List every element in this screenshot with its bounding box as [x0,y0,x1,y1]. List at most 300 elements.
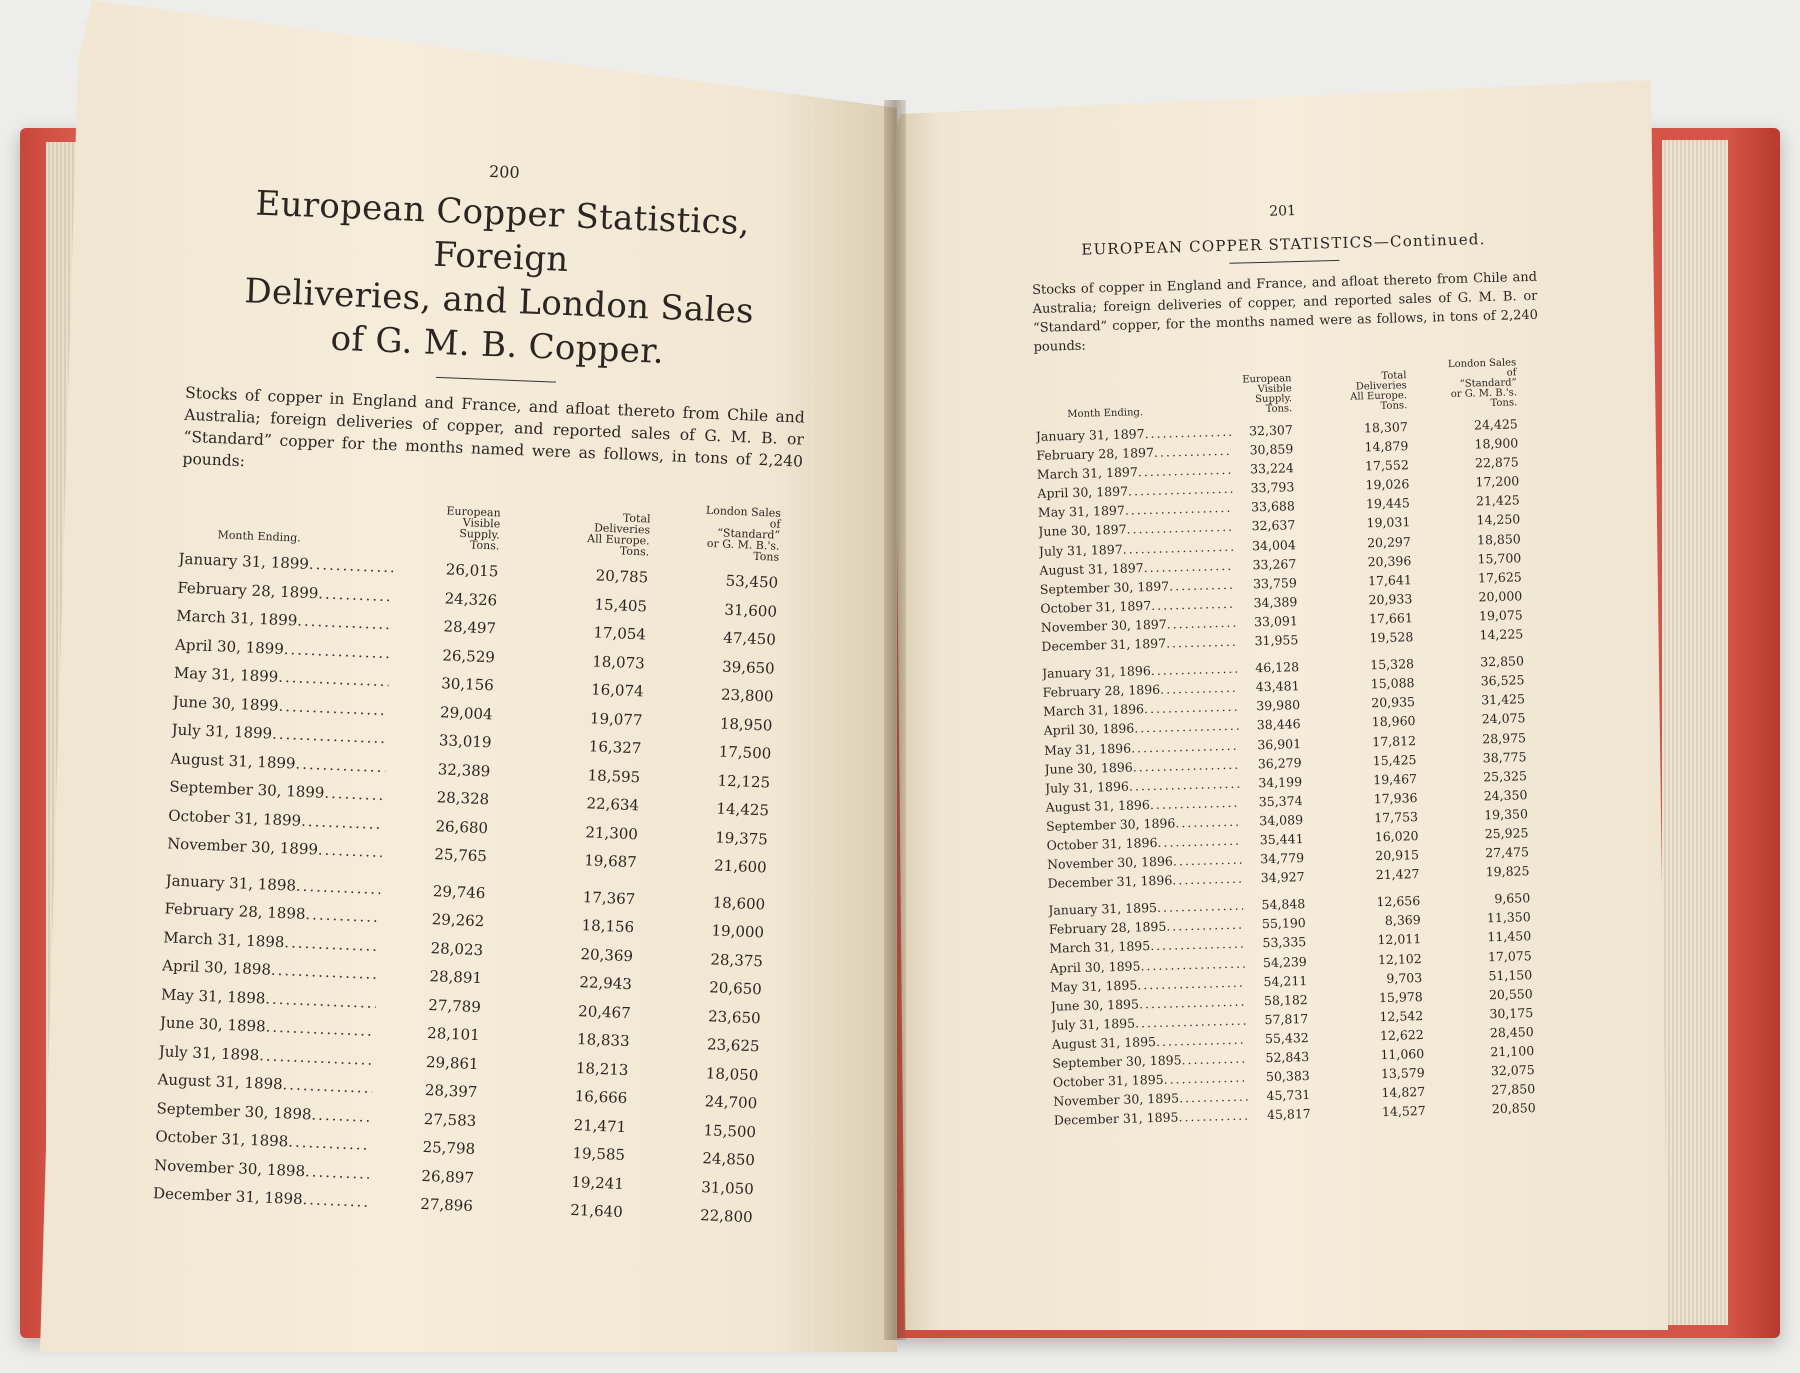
leader-dots [1144,422,1231,443]
total-deliveries-cell: 12,656 [1376,893,1421,910]
leader-dots [318,579,393,610]
month-label: November 30, 1899 [166,834,319,859]
total-deliveries-cell: 17,661 [1368,610,1413,627]
month-cell [1041,632,1236,656]
month-label: November 30, 1895 [1053,1090,1180,1109]
month-label: July 31, 1896 [1044,778,1130,796]
london-sales-cell: 23,650 [707,1006,761,1027]
leader-dots [317,836,382,867]
london-sales-cell: 18,050 [705,1063,759,1084]
total-deliveries-cell: 19,241 [571,1172,625,1193]
london-sales-cell: 20,650 [708,978,763,999]
european-supply-cell: 31,955 [1254,632,1299,649]
leader-dots [1163,1068,1248,1089]
european-supply-cell: 38,446 [1256,716,1301,733]
data-table [153,545,799,1233]
european-supply-cell: 30,156 [440,674,495,695]
month-label: April 30, 1896 [1043,720,1135,739]
title-line: of G. M. B. Copper. [329,318,665,372]
total-deliveries-cell: 17,054 [593,623,647,644]
title-rule [1229,260,1339,264]
london-sales-cell: 24,425 [1473,416,1518,433]
total-deliveries-cell: 18,156 [581,916,635,937]
month-label: February 28, 1899 [177,578,319,602]
month-label: July 31, 1897 [1038,541,1123,559]
london-sales-cell: 21,600 [713,856,768,877]
month-label: June 30, 1898 [159,1013,267,1036]
leader-dots [278,663,390,696]
book-spine [884,100,906,1340]
header-month: Month Ending. [217,528,302,545]
total-deliveries-cell: 18,307 [1363,419,1408,436]
london-sales-cell: 24,850 [702,1149,756,1170]
month-label: June 30, 1895 [1050,996,1140,1014]
european-supply-cell: 52,843 [1265,1048,1310,1066]
leader-dots [305,900,380,931]
european-supply-cell: 57,817 [1264,1010,1309,1027]
month-label: June 30, 1899 [172,692,279,715]
left-page-content [152,150,814,1241]
leader-dots [1150,792,1241,813]
leader-dots [1166,632,1237,653]
european-supply-cell: 29,262 [431,910,485,931]
page-edges-right [1662,140,1728,1325]
header-london: London Sales of “Standard” or G. M. B.'s. Tons. [1447,357,1518,410]
total-deliveries-cell: 22,634 [586,794,640,815]
european-supply-cell: 33,793 [1250,479,1295,496]
european-supply-cell: 26,015 [445,560,499,581]
total-deliveries-cell: 15,405 [594,594,648,616]
leader-dots [1138,460,1233,482]
table-group [153,866,786,1233]
london-sales-cell: 30,175 [1489,1004,1534,1022]
month-label: January 31, 1899 [178,549,310,573]
european-supply-cell: 33,759 [1252,574,1298,592]
total-deliveries-cell: 19,528 [1369,629,1414,646]
total-deliveries-cell: 16,327 [588,737,642,758]
month-label: September 30, 1897 [1039,578,1170,597]
total-deliveries-cell: 19,077 [589,708,643,729]
leader-dots [297,606,392,638]
european-supply-cell: 26,680 [435,816,489,837]
european-supply-cell: 32,389 [437,759,491,780]
european-supply-cell: 53,335 [1262,934,1307,951]
london-sales-cell: 47,450 [722,628,777,649]
total-deliveries-cell: 14,879 [1364,438,1409,455]
month-label: March 31, 1899 [175,606,298,630]
london-sales-cell: 19,375 [714,827,769,849]
european-supply-cell: 28,397 [424,1080,478,1102]
leader-dots [259,1041,375,1074]
leader-dots [284,928,379,960]
london-sales-cell: 51,150 [1488,966,1533,983]
total-deliveries-cell: 12,542 [1379,1007,1424,1024]
month-label: November 30, 1897 [1040,616,1167,635]
london-sales-cell: 11,450 [1487,928,1532,945]
month-label: November 30, 1896 [1046,853,1174,872]
london-sales-cell: 19,350 [1484,806,1529,823]
london-sales-cell: 18,850 [1476,530,1521,547]
european-supply-cell: 46,128 [1255,659,1300,676]
page-number: 200 [488,161,521,183]
london-sales-cell: 25,325 [1483,767,1528,785]
european-supply-cell: 43,481 [1255,678,1300,695]
month-cell [1047,869,1242,893]
london-sales-cell: 17,200 [1475,473,1520,490]
london-sales-cell: 23,625 [706,1035,760,1056]
total-deliveries-cell: 16,020 [1374,828,1419,845]
month-label: December 31, 1897 [1041,635,1167,654]
european-supply-cell: 34,004 [1251,536,1297,553]
london-sales-cell: 24,700 [704,1092,758,1113]
month-label: March 31, 1897 [1036,464,1139,483]
month-label: October 31, 1896 [1046,834,1158,853]
leader-dots [295,871,381,903]
intro-paragraph: Stocks of copper in England and France, and afloat thereto from Chile and Australia; foreign deliveries of copper, and reported sales of G. M. B. or “Standard” copper for the months named were as follows, in tons of 2,240 pounds: [182,383,806,471]
london-sales-cell: 14,250 [1476,511,1521,528]
total-deliveries-cell: 18,073 [591,651,646,672]
month-label: December 31, 1895 [1053,1109,1179,1128]
european-supply-cell: 45,731 [1266,1087,1311,1104]
total-deliveries-cell: 21,640 [569,1200,624,1222]
month-label: August 31, 1898 [157,1070,283,1094]
leader-dots [1151,594,1236,615]
london-sales-cell: 14,425 [716,799,770,820]
london-sales-cell: 22,800 [699,1206,753,1227]
leader-dots [1181,1049,1247,1070]
month-label: April 30, 1898 [161,956,272,979]
leader-dots [272,720,388,753]
total-deliveries-cell: 19,026 [1365,476,1410,493]
european-supply-cell: 55,432 [1264,1029,1309,1047]
month-label: February 28, 1896 [1042,681,1161,701]
london-sales-cell: 28,975 [1482,729,1527,746]
london-sales-cell: 27,475 [1485,844,1530,861]
london-sales-cell: 25,925 [1484,825,1529,842]
european-supply-cell: 36,279 [1257,754,1302,771]
european-supply-cell: 50,383 [1265,1068,1310,1085]
total-deliveries-cell: 19,687 [583,851,638,872]
header-london: London Sales of “Standard” or G. M. B.'s. Tons [705,503,782,564]
european-supply-cell: 33,224 [1249,460,1295,477]
leader-dots [1172,869,1243,890]
total-deliveries-cell: 15,425 [1372,751,1417,768]
total-deliveries-cell: 17,367 [582,887,636,908]
leader-dots [1156,1030,1247,1051]
month-label: April 30, 1895 [1049,957,1141,976]
european-supply-cell: 28,023 [430,938,484,959]
total-deliveries-cell: 14,827 [1381,1084,1426,1101]
european-supply-cell: 39,980 [1256,697,1301,714]
leader-dots [288,1128,371,1160]
header-european: European Visible Supply. Tons. [446,504,501,553]
european-supply-cell: 34,199 [1258,773,1303,790]
london-sales-cell: 11,350 [1486,909,1531,926]
month-label: May 31, 1898 [160,984,266,1007]
european-supply-cell: 25,765 [434,845,488,866]
london-sales-cell: 15,500 [703,1120,757,1141]
leader-dots [1173,850,1243,871]
london-sales-cell: 27,850 [1491,1081,1536,1098]
month-label: January 31, 1897 [1035,426,1145,444]
european-supply-cell: 45,817 [1266,1106,1311,1123]
header-total: Total Deliveries All Europe. Tons. [1350,370,1408,412]
month-label: October 31, 1895 [1052,1071,1164,1090]
month-label: February 28, 1897 [1036,444,1155,464]
total-deliveries-cell: 13,579 [1380,1065,1425,1082]
month-label: May 31, 1896 [1043,740,1132,758]
month-label: October 31, 1898 [155,1127,289,1151]
leader-dots [1160,678,1238,699]
month-cell [1054,1106,1249,1130]
total-deliveries-cell: 12,011 [1377,931,1422,948]
table-group [1036,414,1547,656]
month-label: July 31, 1899 [171,720,273,743]
european-supply-cell: 33,267 [1252,555,1297,572]
table-group [1042,651,1553,893]
leader-dots [311,1100,372,1131]
european-supply-cell: 29,861 [425,1052,479,1073]
total-deliveries-cell: 20,369 [580,944,634,965]
month-label: May 31, 1897 [1037,502,1126,521]
total-deliveries-cell: 20,396 [1367,552,1412,569]
european-supply-cell: 29,004 [439,702,493,723]
leader-dots [308,550,394,582]
leader-dots [1178,1106,1249,1127]
leader-dots [278,691,388,724]
total-deliveries-cell: 22,943 [579,973,633,994]
london-sales-cell: 20,550 [1488,985,1533,1002]
leader-dots [1166,915,1244,936]
page-number: 201 [1269,203,1297,220]
leader-dots [304,1157,369,1188]
london-sales-cell: 18,600 [712,892,766,913]
total-deliveries-cell: 18,595 [587,765,641,786]
leader-dots [265,984,377,1017]
london-sales-cell: 24,350 [1483,786,1528,804]
london-sales-cell: 19,825 [1485,863,1530,880]
total-deliveries-cell: 20,297 [1366,533,1411,550]
london-sales-cell: 19,075 [1478,607,1523,624]
european-supply-cell: 29,746 [432,881,486,902]
european-supply-cell: 28,101 [426,1024,481,1045]
total-deliveries-cell: 12,622 [1379,1026,1424,1044]
leader-dots [1179,1087,1249,1108]
header-month: Month Ending. [1067,407,1144,421]
month-label: February 28, 1898 [164,899,306,924]
european-supply-cell: 34,779 [1260,850,1305,867]
month-label: September 30, 1898 [156,1098,312,1123]
london-sales-cell: 20,000 [1478,588,1523,605]
european-supply-cell: 35,441 [1259,831,1304,848]
london-sales-cell: 17,500 [718,742,772,763]
header-total: Total Deliveries All Europe. Tons. [586,511,651,559]
european-supply-cell: 55,190 [1261,915,1306,932]
london-sales-cell: 32,850 [1480,653,1525,670]
total-deliveries-cell: 14,527 [1381,1103,1426,1120]
european-supply-cell: 32,307 [1248,422,1294,439]
month-label: February 28, 1895 [1048,919,1167,938]
month-label: October 31, 1897 [1040,597,1152,616]
total-deliveries-cell: 11,060 [1380,1045,1425,1063]
european-supply-cell: 34,389 [1253,593,1298,611]
month-label: August 31, 1899 [170,749,296,773]
european-supply-cell: 26,529 [442,645,496,666]
european-supply-cell: 24,326 [444,588,498,609]
london-sales-cell: 38,775 [1482,748,1527,765]
london-sales-cell: 39,650 [721,657,776,678]
london-sales-cell: 18,900 [1474,435,1519,452]
european-supply-cell: 27,896 [420,1194,474,1215]
month-label: March 31, 1898 [163,927,285,951]
month-label: October 31, 1899 [167,805,302,830]
london-sales-cell: 21,100 [1490,1043,1535,1060]
european-supply-cell: 36,901 [1257,735,1302,752]
total-deliveries-cell: 16,074 [590,680,644,701]
leader-dots [283,634,390,667]
month-label: January 31, 1898 [165,870,297,895]
total-deliveries-cell: 18,213 [575,1058,629,1079]
total-deliveries-cell: 21,427 [1375,866,1420,883]
leader-dots [1169,575,1235,596]
month-label: August 31, 1895 [1051,1033,1157,1052]
total-deliveries-cell: 19,445 [1365,495,1410,512]
total-deliveries-cell: 15,088 [1370,675,1415,692]
month-label: December 31, 1898 [152,1184,303,1209]
london-sales-cell: 14,225 [1479,626,1524,643]
month-label: April 30, 1899 [174,635,285,658]
table-header [1034,358,1540,421]
month-label: January 31, 1895 [1048,900,1158,919]
leader-dots [1154,441,1232,462]
london-sales-cell: 15,700 [1477,549,1522,567]
leader-dots [1166,613,1236,634]
london-sales-cell: 18,950 [719,714,773,735]
london-sales-cell: 28,450 [1489,1024,1534,1041]
european-supply-cell: 30,859 [1249,441,1294,458]
london-sales-cell: 32,075 [1490,1062,1535,1079]
leader-dots [282,1070,373,1102]
title-rule [436,377,556,383]
month-label: May 31, 1899 [173,663,279,686]
london-sales-cell: 31,600 [724,600,778,621]
total-deliveries-cell: 17,812 [1372,732,1417,749]
london-sales-cell: 28,375 [710,949,764,970]
page-title [187,179,814,380]
leader-dots [295,749,386,781]
header-european: European Visible Supply. Tons. [1242,373,1293,415]
european-supply-cell: 35,374 [1258,792,1303,809]
london-sales-cell: 31,050 [700,1177,755,1198]
london-sales-cell: 9,650 [1494,890,1531,907]
european-supply-cell: 54,239 [1262,953,1307,970]
month-label: September 30, 1899 [169,777,325,802]
total-deliveries-cell: 21,471 [573,1115,627,1136]
london-sales-cell: 21,425 [1475,492,1520,509]
london-sales-cell: 17,625 [1477,569,1522,586]
total-deliveries-cell: 20,785 [595,566,649,587]
total-deliveries-cell: 15,978 [1378,988,1423,1005]
london-sales-cell: 24,075 [1481,710,1526,727]
month-label: March 31, 1896 [1042,701,1145,720]
leader-dots [270,956,377,989]
london-sales-cell: 36,525 [1480,672,1525,689]
london-sales-cell: 31,425 [1481,691,1526,708]
european-supply-cell: 34,089 [1259,811,1304,829]
european-supply-cell: 54,848 [1261,896,1306,913]
european-supply-cell: 27,789 [428,995,482,1016]
london-sales-cell: 23,800 [720,685,774,706]
page-title: EUROPEAN COPPER STATISTICS—Continued. [1081,230,1486,259]
total-deliveries-cell: 20,467 [577,1001,632,1022]
european-supply-cell: 33,091 [1253,613,1299,630]
total-deliveries-cell: 21,300 [585,822,639,843]
total-deliveries-cell: 20,933 [1368,590,1413,608]
total-deliveries-cell: 17,753 [1374,808,1419,826]
total-deliveries-cell: 17,641 [1367,571,1412,589]
european-supply-cell: 28,891 [429,967,483,988]
table-group [167,545,799,883]
london-sales-cell: 53,450 [725,571,779,592]
month-label: August 31, 1897 [1039,559,1144,578]
intro-paragraph: Stocks of copper in England and France, and afloat thereto from Chile and Australia; foreign deliveries of copper, and reported sales of G. M. B. or “Standard” copper, for the months named were as follows, in tons of 2,240 pounds: [1031,269,1539,355]
table-group [1048,888,1559,1130]
leader-dots [1151,659,1238,680]
european-supply-cell: 54,211 [1263,972,1308,989]
london-sales-cell: 12,125 [717,770,771,792]
european-supply-cell: 33,688 [1250,498,1296,515]
leader-dots [1157,831,1242,852]
total-deliveries-cell: 12,102 [1377,950,1422,967]
european-supply-cell: 27,583 [423,1109,477,1130]
london-sales-cell: 17,075 [1487,947,1532,964]
european-supply-cell: 28,328 [436,788,490,809]
total-deliveries-cell: 20,935 [1371,694,1416,711]
month-label: December 31, 1896 [1047,872,1173,891]
total-deliveries-cell: 18,833 [576,1030,630,1051]
european-supply-cell: 58,182 [1263,991,1308,1008]
european-supply-cell: 34,927 [1260,869,1305,886]
title-line: European Copper Statistics, Foreign [254,183,751,281]
total-deliveries-cell: 19,585 [572,1143,626,1165]
total-deliveries-cell: 8,369 [1384,912,1421,929]
month-label: November 30, 1898 [153,1155,306,1180]
month-label: April 30, 1897 [1037,483,1129,502]
european-supply-cell: 33,019 [438,731,492,752]
london-sales-cell: 22,875 [1474,454,1519,471]
total-deliveries-cell: 9,703 [1386,969,1423,986]
european-supply-cell: 26,897 [421,1166,475,1187]
leader-dots [1157,896,1244,917]
leader-dots [301,806,384,838]
month-label: September 30, 1896 [1045,815,1176,834]
total-deliveries-cell: 17,552 [1364,457,1409,474]
month-label: July 31, 1895 [1051,1015,1136,1033]
london-sales-cell: 19,000 [711,921,765,942]
total-deliveries-cell: 19,467 [1373,770,1418,787]
month-label: August 31, 1896 [1045,796,1151,815]
leader-dots [324,779,385,810]
leader-dots [1175,812,1241,833]
london-sales-cell: 20,850 [1491,1100,1536,1117]
month-label: May 31, 1895 [1050,977,1138,995]
total-deliveries-cell: 19,031 [1366,514,1411,531]
leader-dots [265,1013,375,1046]
total-deliveries-cell: 17,936 [1373,789,1418,806]
title-line: Deliveries, and London Sales [243,271,755,332]
total-deliveries-cell: 20,915 [1375,847,1420,864]
month-label: September 30, 1895 [1052,1052,1182,1071]
